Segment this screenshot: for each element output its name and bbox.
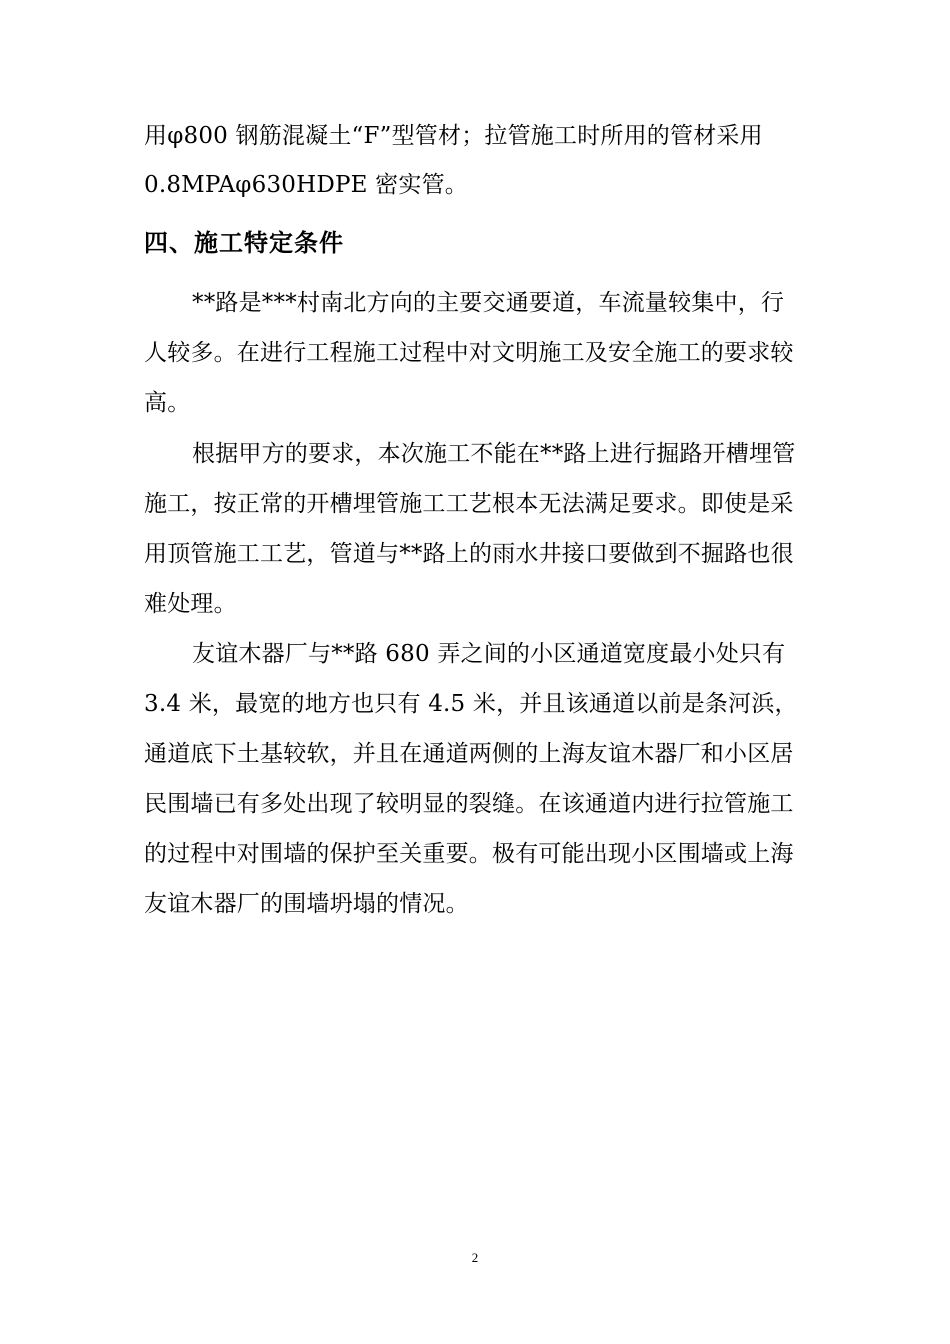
para3-line-5: 的过程中对围墙的保护至关重要。极有可能出现小区围墙或上海 [144, 841, 794, 867]
para2-line-1: 根据甲方的要求，本次施工不能在**路上进行掘路开槽埋管 [192, 441, 796, 467]
para3-line-2: 3.4 米，最宽的地方也只有 4.5 米，并且该通道以前是条河浜， [144, 691, 798, 717]
intro-line-2: 0.8MPAφ630HDPE 密实管。 [144, 172, 468, 198]
para2-line-2: 施工，按正常的开槽埋管施工工艺根本无法满足要求。即使是采 [144, 491, 794, 517]
intro-line-1: 用φ800 钢筋混凝土“F”型管材；拉管施工时所用的管材采用 [144, 123, 763, 149]
page-number: 2 [471, 1250, 479, 1265]
para2-line-4: 难处理。 [144, 591, 237, 617]
para1-line-3: 高。 [144, 390, 191, 416]
para3-line-3: 通道底下土基较软，并且在通道两侧的上海友谊木器厂和小区居 [144, 741, 794, 767]
para1-line-2: 人较多。在进行工程施工过程中对文明施工及安全施工的要求较 [144, 340, 794, 366]
para3-line-6: 友谊木器厂的围墙坍塌的情况。 [144, 891, 469, 917]
para1-line-1: **路是***村南北方向的主要交通要道，车流量较集中，行 [192, 290, 785, 316]
para2-line-3: 用顶管施工工艺，管道与**路上的雨水井接口要做到不掘路也很 [144, 541, 794, 567]
para3-line-1: 友谊木器厂与**路 680 弄之间的小区通道宽度最小处只有 [192, 641, 786, 667]
para3-line-4: 民围墙已有多处出现了较明显的裂缝。在该通道内进行拉管施工 [144, 791, 794, 817]
section-heading: 四、施工特定条件 [144, 229, 344, 257]
